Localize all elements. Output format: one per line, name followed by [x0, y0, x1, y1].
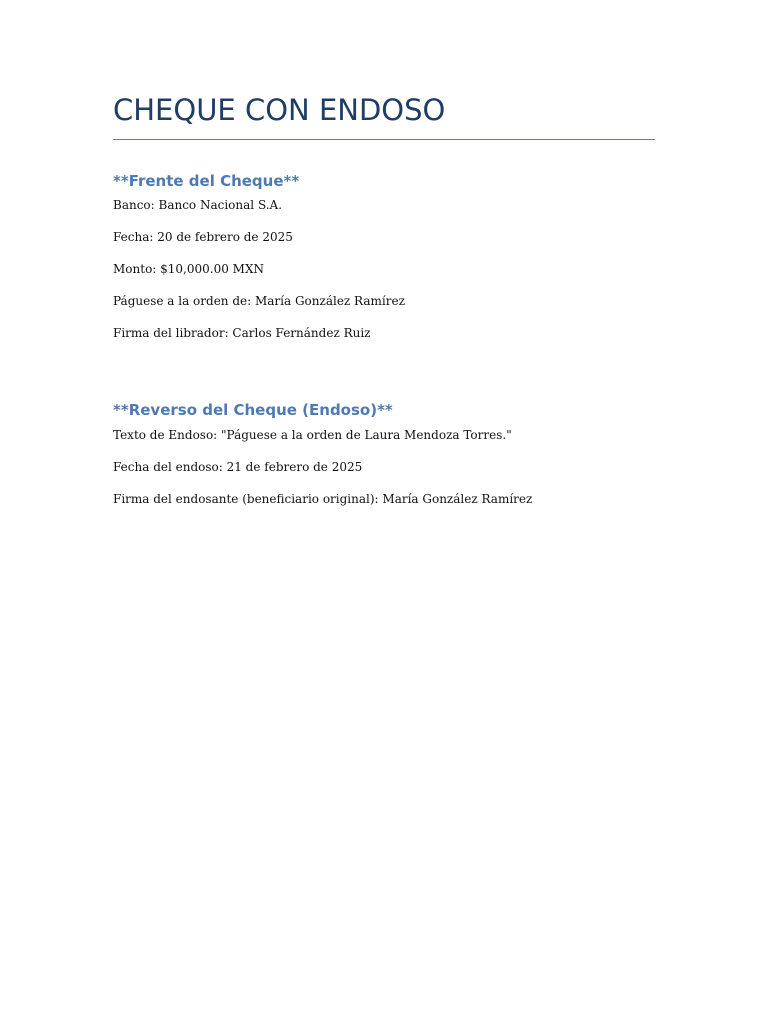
front-drawer-signature-line: Firma del librador: Carlos Fernández Ruiz: [113, 326, 371, 340]
front-section-heading: **Frente del Cheque**: [113, 172, 300, 190]
page-title: CHEQUE CON ENDOSO: [113, 93, 446, 127]
back-endorser-signature-line: Firma del endosante (beneficiario original): María González Ramírez: [113, 492, 533, 506]
back-endorsement-text-line: Texto de Endoso: "Páguese a la orden de Laura Mendoza Torres.": [113, 428, 512, 442]
title-underline: [113, 139, 655, 140]
back-endorsement-date-line: Fecha del endoso: 21 de febrero de 2025: [113, 460, 363, 474]
back-section-heading: **Reverso del Cheque (Endoso)**: [113, 401, 393, 419]
front-amount-line: Monto: $10,000.00 MXN: [113, 262, 264, 276]
front-bank-line: Banco: Banco Nacional S.A.: [113, 198, 283, 212]
front-payee-line: Páguese a la orden de: María González Ramírez: [113, 294, 405, 308]
front-date-line: Fecha: 20 de febrero de 2025: [113, 230, 293, 244]
